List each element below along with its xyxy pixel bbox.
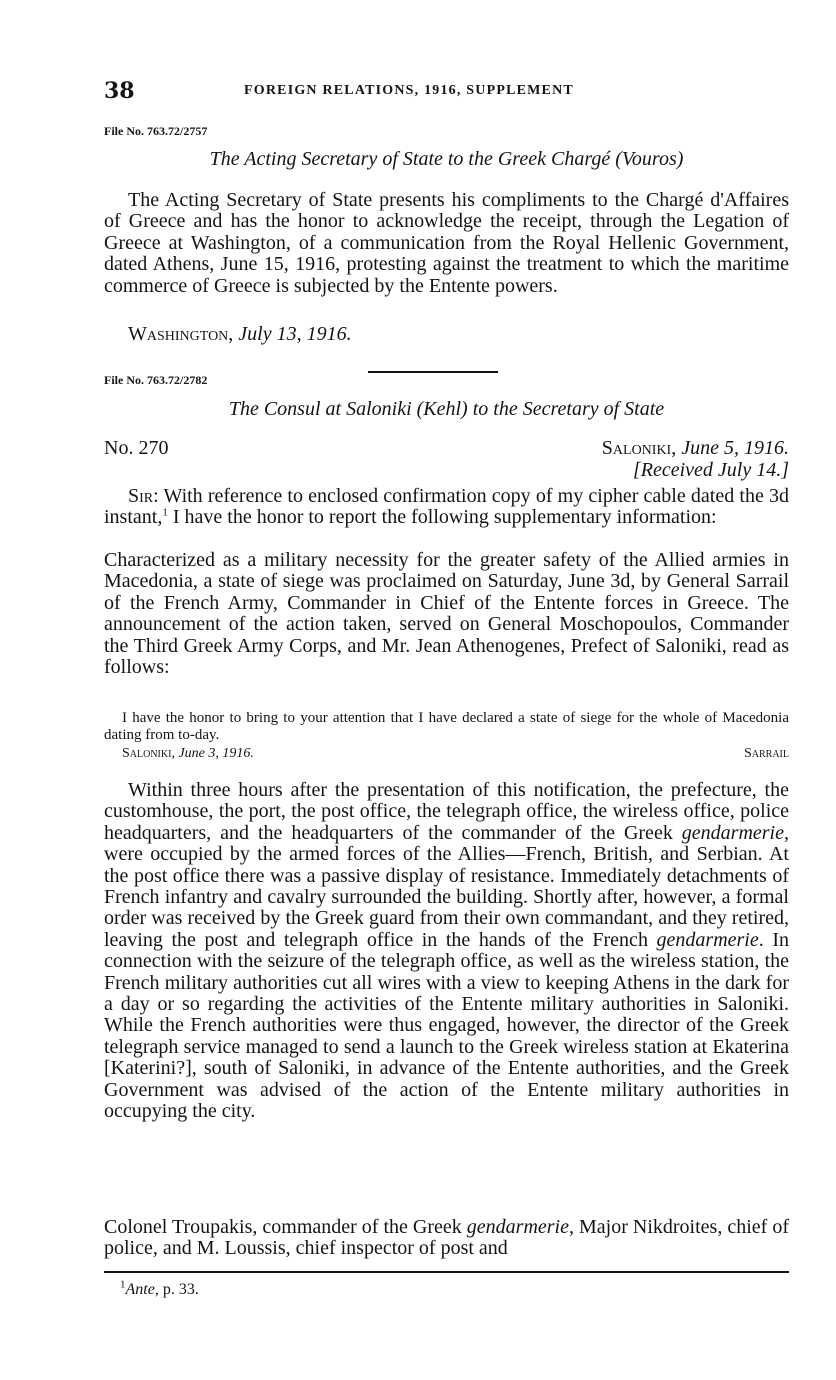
section-divider — [368, 371, 498, 373]
page-number: 38 — [104, 78, 135, 104]
place: Saloniki — [601, 437, 672, 459]
paragraph-text: . In connection with the seizure of the telegraph office, as well as the wireless station, the French military authorities cut all wires with a view to keeping Athens in the dark for a day or so regarding the activities of the Entente military authorities in Saloniki. While the French authorities were thus engaged, however, the director of the Greek telegraph service managed to send a launch to the Greek wireless station at Ekaterina [Katerini?], south of Saloniki, in advance of the Entente authorities, and the Greek Government was advised of the action of the Entente military authorities in occupying the city. — [104, 928, 789, 1123]
heading-name: Vouros — [621, 148, 677, 170]
paragraph-text: Colonel Troupakis, commander of the Greek — [104, 1216, 467, 1238]
italic-term: gendarmerie — [466, 1216, 569, 1238]
file-number: File No. 763.72/2782 — [104, 373, 208, 387]
body-paragraph: Characterized as a military necessity for the greater safety of the Allied armies in Macedonia, a state of siege was proclaimed on Saturday, June 3d, by General Sarrail of the French Army, Commander in Chief of the Entente forces in Greece. The announcement of the action taken, served on General Moschopoulos, Commander the Third Greek Army Corps, and Mr. Jean Athenogenes, Prefect of Saloniki, read as follows: — [104, 549, 789, 679]
paragraph-text: , Major Nikdroites, chief of police, and M. Loussis, chief inspector of post and — [104, 1216, 789, 1260]
paragraph-text: : With reference to enclosed confirmation copy of my cipher cable dated the 3d instant, — [104, 485, 789, 529]
footnote — [120, 1278, 199, 1299]
dateline-place: Washington — [128, 323, 229, 345]
footnote-mark: 1 — [120, 1278, 126, 1291]
footnote-text: , p. 33. — [154, 1281, 199, 1298]
body-paragraph — [104, 486, 789, 529]
salutation: Sir — [128, 485, 154, 507]
quote-signer: Sarrail — [743, 746, 789, 761]
heading-close: ) — [676, 148, 684, 170]
dateline-date: July 13, 1916. — [238, 323, 352, 345]
quote-date: June 3, 1916. — [178, 746, 254, 761]
footnote-rule — [104, 1271, 789, 1273]
body-paragraph — [104, 780, 789, 1123]
dateline: Washington, July 13, 1916. — [128, 323, 352, 345]
footnote-ante: Ante — [125, 1281, 155, 1298]
paragraph-text: Within three hours after the presentation of this notification, the prefecture, the customhouse, the port, the post office, the telegraph office, the wireless office, police headquarters, and the headquarters of the commander of the Greek — [104, 779, 789, 844]
date: June 5, 1916. — [681, 437, 789, 459]
italic-term: gendarmerie — [656, 928, 759, 951]
quote-place: Saloniki — [122, 746, 172, 761]
body-paragraph: The Acting Secretary of State presents his compliments to the Chargé d'Affaires of Greece and has the honor to acknowledge the receipt, through the Legation of Greece at Washington, of a communication from the Royal Hellenic Government, dated Athens, June 15, 1916, protesting against the treatment to which the maritime commerce of Greece is subjected by the Entente powers. — [104, 189, 789, 297]
quote-signature: Saloniki, June 3, 1916. Sarrail — [122, 746, 789, 761]
quoted-notice: I have the honor to bring to your attention that I have declared a state of siege for the whole of Macedonia dating from to-day. — [104, 710, 789, 743]
paragraph-text: , were occupied by the armed forces of the Allies—French, British, and Serbian. At the post office there was a passive display of resistance. Immediately detachments of French infantry and cavalry surrounded the building. Shortly after, however, a formal order was received by the Greek guard from their own commandant, and they retired, leaving the post and telegraph office in the hands of the French — [104, 821, 789, 951]
document-heading: The Consul at Saloniki (Kehl) to the Secretary of State — [228, 398, 665, 420]
running-header — [104, 78, 789, 104]
body-paragraph — [104, 1217, 789, 1260]
document-heading — [104, 148, 789, 171]
file-number: File No. 763.72/2757 — [104, 124, 208, 138]
received-date: [Received July 14.] — [632, 459, 789, 481]
paragraph-text: I have the honor to report the following supplementary information: — [167, 506, 717, 529]
running-title: FOREIGN RELATIONS, 1916, SUPPLEMENT — [244, 83, 574, 98]
italic-term: gendarmerie — [681, 821, 784, 844]
place-date: Saloniki, June 5, 1916. — [601, 437, 789, 459]
footnote-reference: 1 — [162, 506, 168, 519]
heading-text: The Acting Secretary of State to the Greek Chargé ( — [209, 148, 622, 170]
document-number: No. 270 — [104, 437, 169, 459]
